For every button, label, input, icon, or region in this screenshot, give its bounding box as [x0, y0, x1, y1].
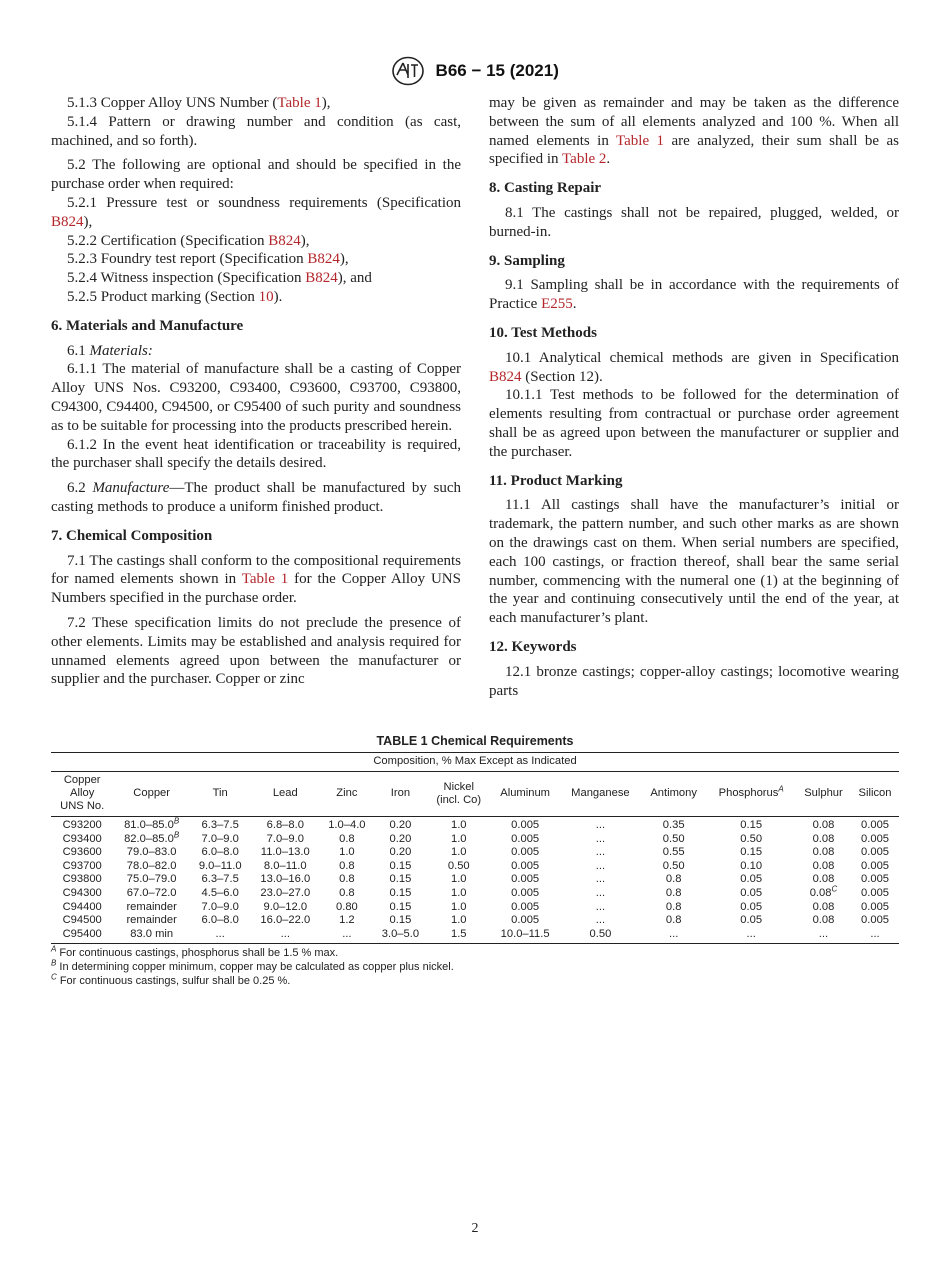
table-cell: 11.0–13.0 [260, 846, 310, 859]
table-cell: ... [250, 928, 320, 944]
table-cell: 0.005 [511, 900, 540, 913]
table-column-headers [51, 772, 899, 817]
paragraph: 11.1 All castings shall have the manufacturer’s initial or trademark, the pattern number, and such other marks as are shown on the drawings cast on them. When serial numbers are specified, each 100 castings, or fraction thereof, shall bear the same serial number, commencing with the numeral one (1) at the beginning of the year and continuing consecutively until the end of the year, at each manufacturer’s plant. [489, 497, 899, 627]
footnote: $^B$ In determining copper minimum, copper may be calculated as copper plus nickel. [51, 958, 454, 973]
paragraph: 5.2.3 Foundry test report (Specification B824), [67, 251, 349, 268]
table-cell: 1.2 [339, 914, 355, 927]
table-cell: C93400 [62, 832, 102, 845]
paragraph: 6.1.2 In the event heat identification or traceability is required, the purchaser shall specify the details desired. [51, 436, 461, 472]
paragraph: 9.1 Sampling shall be in accordance with the requirements of Practice E255. [489, 277, 899, 313]
table-cell: 7.0–9.0 [201, 900, 239, 913]
table-cell: 0.8 [339, 873, 355, 886]
table-cell: 0.005 [511, 819, 540, 831]
cross-reference-link[interactable]: B824 [489, 368, 522, 385]
footnote-mark: B [173, 829, 180, 839]
table-cell: $0.08^C$ [809, 884, 838, 899]
footnote-mark: B [173, 816, 180, 826]
table-cell: 9.0–12.0 [263, 900, 308, 913]
paragraph: 5.2.5 Product marking (Section 10). [67, 288, 283, 305]
table-cell: 0.8 [665, 886, 682, 899]
table-row [51, 873, 899, 887]
table-cell: 3.0–5.0 [374, 928, 428, 944]
table-row [51, 833, 899, 847]
table-cell: 83.0 min [113, 928, 190, 944]
table-cell: ... [320, 928, 374, 944]
table-cell: 0.50 [740, 832, 763, 845]
column-header: Copper [113, 772, 190, 817]
table-cell: 67.0–72.0 [126, 886, 177, 899]
paragraph: 7.2 These specification limits do not preclude the presence of other elements. Limits may be established and analysis required for unnamed elements agreed upon between the manufacturer or supplier and the purchaser. Copper or zinc [51, 614, 461, 688]
cross-reference-link[interactable]: B824 [305, 270, 338, 287]
table-1-block [51, 734, 899, 988]
table-cell: 79.0–83.0 [126, 846, 177, 859]
table-cell: 1.0 [450, 832, 467, 845]
table-cell: 9.0–11.0 [198, 859, 242, 872]
column-header: Silicon [851, 772, 899, 817]
column-header: Sulphur [796, 772, 851, 817]
paragraph: 12.1 bronze castings; copper-alloy castings; locomotive wearing parts [489, 663, 899, 699]
cross-reference-link[interactable]: E255 [541, 296, 573, 313]
table-cell: 0.8 [339, 886, 355, 899]
paragraph: may be given as remainder and may be taken as the difference between the sum of all elements analyzed and 100 %. When all named elements in Table 1 are analyzed, their sum shall be as specified in Table 2. [489, 95, 899, 168]
table-cell: 0.50 [662, 859, 685, 872]
table-cell: C93700 [62, 859, 102, 872]
table-cell: 23.0–27.0 [260, 886, 311, 899]
table-cell: 0.005 [861, 832, 890, 845]
table-cell: 0.005 [861, 859, 890, 872]
table-cell: 0.50 [662, 832, 685, 845]
table-row [51, 928, 899, 944]
table-cell: 1.0 [450, 900, 467, 913]
table-cell: 0.35 [662, 819, 685, 831]
table-cell: C93200 [62, 819, 102, 831]
section-heading: 7. Chemical Composition [51, 527, 213, 544]
table-cell: C94300 [62, 886, 102, 899]
table-cell: ... [796, 928, 851, 944]
paragraph: 6.2 Manufacture—The product shall be manufactured by such casting methods to produce a uniform finished product. [51, 480, 461, 515]
table-cell: 0.8 [339, 859, 355, 872]
cross-reference-link[interactable]: Table 1 [241, 571, 289, 588]
table-cell: $82.0-85.0^B$ [124, 829, 180, 845]
table-cell: 7.0–9.0 [201, 832, 239, 845]
table-cell: 1.0 [450, 819, 467, 831]
table-cell: ... [595, 859, 606, 872]
table-cell: ... [595, 873, 606, 886]
table-cell: 8.0–11.0 [263, 859, 307, 872]
table-row [51, 914, 899, 928]
table-cell: ... [641, 928, 707, 944]
cross-reference-link[interactable]: B824 [307, 251, 340, 268]
table-cell: 1.0 [450, 886, 467, 899]
section-heading: 9. Sampling [489, 252, 565, 269]
standard-designation: B66 − 15 (2021) [435, 61, 559, 80]
section-heading: 12. Keywords [489, 638, 577, 655]
table-cell: 1.0 [339, 846, 355, 859]
table-cell: 0.005 [511, 873, 540, 886]
table-cell: 0.005 [861, 819, 890, 831]
paragraph: 10.1.1 Test methods to be followed for the determination of elements resulting from contractual or purchase order agreement shall be as agreed upon between the manufacturer or supplier and the purchaser. [489, 387, 899, 460]
table-cell: 0.05 [740, 873, 763, 886]
table-cell: 0.08 [812, 914, 835, 927]
cross-reference-link[interactable]: Table 2 [562, 151, 607, 168]
table-cell: 1.0–4.0 [328, 819, 366, 831]
table-cell: 0.005 [861, 846, 890, 859]
paragraph: 5.2.2 Certification (Specification B824), [67, 232, 310, 249]
table-cell: C93600 [62, 846, 102, 859]
table-cell: 0.005 [511, 846, 540, 859]
table-cell: 0.005 [511, 832, 540, 845]
table-cell: 4.5–6.0 [201, 886, 239, 899]
paragraph: 5.2 The following are optional and should be specified in the purchase order when required: [51, 157, 461, 193]
left-column [51, 94, 461, 689]
table-cell: ... [595, 846, 606, 859]
table-cell: 0.005 [861, 900, 890, 913]
table-row [51, 846, 899, 860]
table-cell: 0.55 [662, 846, 685, 859]
column-header: Nickel (incl. Co) [427, 772, 490, 817]
table-cell: 6.8–8.0 [266, 819, 304, 831]
section-heading: 11. Product Marking [489, 472, 623, 489]
section-heading: 6. Materials and Manufacture [51, 317, 244, 334]
table-cell: 0.08 [812, 832, 835, 845]
table-cell: 0.08 [812, 873, 835, 886]
table-cell: ... [190, 928, 251, 944]
paragraph: 6.1 Materials: [67, 342, 153, 359]
table-cell: 0.50 [560, 928, 641, 944]
table-cell: $81.0-85.0^B$ [124, 816, 180, 831]
table-cell: C94500 [62, 914, 102, 927]
table-cell: 0.20 [389, 832, 412, 845]
table-cell: 1.5 [427, 928, 490, 944]
column-header: Lead [250, 772, 320, 817]
table-cell: 0.005 [861, 886, 890, 899]
table-cell: 1.0 [450, 873, 467, 886]
table-cell: ... [595, 886, 606, 899]
table-cell: C93800 [62, 873, 102, 886]
table-cell: 0.08 [812, 846, 835, 859]
table-cell: 0.8 [339, 832, 355, 845]
table-cell: ... [595, 832, 606, 845]
column-header: Zinc [320, 772, 374, 817]
paragraph: 5.2.4 Witness inspection (Specification B824), and [67, 270, 372, 287]
table-cell: 6.0–8.0 [201, 846, 239, 859]
table-row [51, 901, 899, 915]
section-heading: 10. Test Methods [489, 324, 597, 341]
column-header: Aluminum [490, 772, 560, 817]
paragraph: 6.1.1 The material of manufacture shall be a casting of Copper Alloy UNS Nos. C93200, C93400, C93600, C93700, C93800, C94300, C94400, C94500, or C95400 of such purity and soundness as to be suitable for processing into the products prescribed herein. [51, 361, 461, 434]
table-cell: 0.10 [740, 859, 763, 872]
table-cell: C94400 [62, 900, 102, 913]
column-header: Manganese [560, 772, 641, 817]
page-number: 2 [471, 1221, 479, 1236]
table-cell: 10.0–11.5 [490, 928, 560, 944]
column-header: Phosphorus$^A$ [706, 772, 795, 817]
column-header: Copper Alloy UNS No. [51, 772, 113, 817]
table-cell: 0.08 [812, 859, 835, 872]
table-cell: 16.0–22.0 [260, 914, 311, 927]
astm-logo-icon [391, 56, 425, 86]
cross-reference-link[interactable]: B824 [51, 213, 84, 230]
table-cell: remainder [126, 914, 177, 927]
paragraph: 7.1 The castings shall conform to the compositional requirements for named elements shown in Table 1 for the Copper Alloy UNS Numbers specified in the purchase order. [51, 552, 461, 607]
table-cell: 0.15 [740, 846, 763, 859]
right-column [489, 94, 899, 700]
paragraph: 5.2.1 Pressure test or soundness requirements (Specification B824), [51, 194, 461, 230]
paragraph: 8.1 The castings shall not be repaired, plugged, welded, or burned-in. [489, 204, 899, 240]
footnote: $^C$ For continuous castings, sulfur shall be 0.25 %. [51, 971, 291, 987]
table-cell: 0.8 [665, 900, 682, 913]
table-cell: ... [706, 928, 795, 944]
table-cell: ... [595, 900, 606, 913]
table-cell: 0.005 [511, 859, 540, 872]
table-cell: 0.15 [389, 914, 412, 927]
paragraph: 5.1.4 Pattern or drawing number and condition (as cast, machined, and so forth). [51, 113, 461, 149]
footnote-mark: A [778, 784, 784, 794]
table-cell: 0.15 [389, 859, 412, 872]
table-row [51, 887, 899, 901]
table-cell: 6.0–8.0 [201, 914, 239, 927]
table-cell: 0.005 [511, 914, 540, 927]
table-cell: C95400 [51, 928, 113, 944]
table-cell: 78.0–82.0 [126, 859, 177, 872]
footnote: $^A$ For continuous castings, phosphorus shall be 1.5 % max. [51, 944, 339, 960]
table-cell: 13.0–16.0 [260, 873, 311, 886]
table-cell: ... [595, 819, 606, 831]
footnote-mark: C [831, 884, 838, 894]
table-cell: 7.0–9.0 [266, 832, 304, 845]
footnote-mark: C [51, 971, 57, 981]
table-cell: 0.20 [389, 846, 412, 859]
table-cell: 6.3–7.5 [201, 873, 239, 886]
page-header [0, 56, 950, 86]
table-cell: ... [595, 914, 606, 927]
table-cell: 0.8 [665, 873, 682, 886]
table-cell: 0.05 [740, 900, 763, 913]
table-cell: 0.50 [447, 859, 470, 872]
table-cell: 0.08 [812, 819, 835, 831]
section-heading: 8. Casting Repair [489, 180, 602, 197]
table-cell: 0.80 [335, 900, 358, 913]
table-footnotes [51, 944, 899, 988]
table-title: TABLE 1 Chemical Requirements [376, 734, 574, 748]
table-span-header: Composition, % Max Except as Indicated [51, 753, 899, 772]
table-cell: 0.005 [861, 873, 890, 886]
table-cell: 1.0 [450, 914, 467, 927]
table-cell: 75.0–79.0 [126, 873, 177, 886]
column-header: Tin [190, 772, 251, 817]
paragraph: 5.1.3 Copper Alloy UNS Number (Table 1), [67, 95, 331, 111]
table-cell: 0.8 [665, 914, 682, 927]
table-cell: 0.005 [861, 914, 890, 927]
footnote-mark: A [51, 944, 57, 954]
table-row [51, 860, 899, 874]
column-header: Antimony [641, 772, 707, 817]
column-header: Iron [374, 772, 428, 817]
cross-reference-link[interactable]: Table 1 [277, 95, 322, 111]
table-cell: 0.15 [389, 873, 412, 886]
footnote-mark: B [51, 958, 57, 968]
table-cell: 0.08 [812, 900, 835, 913]
table-cell: 6.3–7.5 [201, 819, 239, 831]
table-cell: remainder [126, 900, 177, 913]
table-cell: 0.005 [511, 886, 540, 899]
table-cell: 0.15 [389, 886, 412, 899]
table-body [51, 817, 899, 944]
cross-reference-link[interactable]: B824 [268, 232, 301, 249]
paragraph: 10.1 Analytical chemical methods are given in Specification B824 (Section 12). [489, 349, 899, 385]
table-cell: 0.05 [740, 914, 763, 927]
table-cell: 0.15 [389, 900, 412, 913]
table-cell: 0.05 [740, 886, 763, 899]
italic-term: Materials: [89, 342, 153, 359]
table-cell: 1.0 [450, 846, 467, 859]
cross-reference-link[interactable]: 10 [258, 288, 274, 305]
table-cell: 0.20 [389, 819, 412, 831]
table-cell: 0.15 [740, 819, 763, 831]
cross-reference-link[interactable]: Table 1 [616, 132, 665, 149]
italic-term: Manufacture [92, 480, 170, 497]
table-cell: ... [851, 928, 899, 944]
chemical-requirements-table [51, 752, 899, 944]
